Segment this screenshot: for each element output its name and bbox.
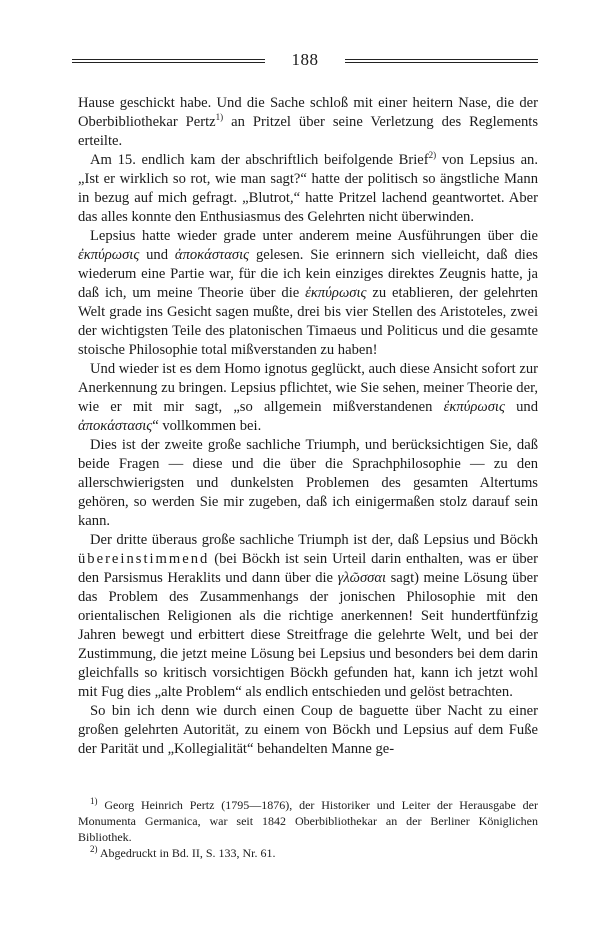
paragraph-text: “ vollkommen bei. xyxy=(152,418,262,434)
page-number: 188 xyxy=(291,50,319,69)
greek-term: ἀποκάστασις xyxy=(174,247,250,263)
paragraph-text: und xyxy=(504,399,538,415)
paragraph-text: Lepsius hatte wieder grade unter anderem meine Ausführungen über die xyxy=(90,228,538,244)
footnote-2 xyxy=(78,845,538,861)
greek-term: γλῶσσαι xyxy=(337,570,387,586)
footnotes xyxy=(78,797,538,861)
paragraph-3 xyxy=(78,227,538,360)
greek-term: ἐκπύρωσις xyxy=(305,285,367,301)
paragraph-text: sagt) meine Lösung über das Problem des Zusammenhangs der jonischen Philosophie mit den orientalischen Religionen als die richtige anerkennen! Seit hundertfünfzig Jahren bewegt und erbittert diese Streitfrage die gelehrte Welt, und bei der Zustimmung, die jetzt meine Lösung bei Lepsius und besonders bei dem darin gleichfalls so kritisch vorsichtigen Böckh gefunden hat, kann ich jetzt wohl mit Fug dies „alte Problem“ als endlich entschieden und gelöst betrachten. xyxy=(78,570,538,700)
spaced-emphasis: übereinstimmend xyxy=(78,551,210,567)
paragraph-7: So bin ich denn wie durch einen Coup de baguette über Nacht zu einer großen gelehrten Autorität, zu einem von Böckh und Lepsius auf dem Fuße der Parität und „Kollegialität“ behandelten Manne ge- xyxy=(78,703,538,757)
greek-term: ἐκπύρωσις xyxy=(78,247,140,263)
paragraph-text: an Pritzel über seine Verletzung des Reglements erteilte. xyxy=(78,114,538,149)
paragraph-text: gelesen. Sie erinnern sich vielleicht, daß dies wiederum eine Partie war, für die ich kein einziges direktes Zeugnis hatte, ja daß ich, um meine Theorie über die xyxy=(78,247,538,301)
paragraph-text: zu etablieren, der gelehrten Welt grade ins Gesicht sagen mußte, drei bis vier Stellen des Aristoteles, zwei der wichtigsten Teile des platonischen Timaeus und Politicus und die gesamte stoische Philosophie total mißverstanden zu haben! xyxy=(78,285,538,358)
paragraph-4 xyxy=(78,360,538,436)
paragraph-text: Und wieder ist es dem Homo ignotus geglückt, auch diese Ansicht sofort zur Anerkennung zu bringen. Lepsius pflichtet, wie Sie sehen, meiner Theorie der, wie er mit mir sagt, „so allgemein mißverstandenen xyxy=(78,361,538,415)
paragraph-5: Dies ist der zweite große sachliche Triumph, und berücksichtigen Sie, daß beide Fragen — diese und die über die Sprachphilosophie — zu den allerschwierigsten und dunkelsten Problemen des gesamten Altertums gehören, so werden Sie mir zugeben, daß ich einigermaßen stolz darauf sein kann. xyxy=(78,437,538,529)
footnote-text: Abgedruckt in Bd. II, S. 133, Nr. 61. xyxy=(97,846,276,860)
footnote-ref-1: 1) xyxy=(215,112,224,123)
paragraph-text: Am 15. endlich kam der abschriftlich beifolgende Brief xyxy=(90,152,429,168)
paragraph-text: (bei Böckh ist sein Urteil darin enthalten, was er über den Parsismus Heraklits und dann über die xyxy=(78,551,538,586)
footnote-ref-2: 2) xyxy=(428,150,437,161)
page-header xyxy=(72,50,538,72)
greek-term: ἐκπύρωσις xyxy=(443,399,505,415)
paragraph-1 xyxy=(78,94,538,151)
paragraph-text: Hause geschickt habe. Und die Sache schloß mit einer heitern Nase, die der Oberbibliothekar Pertz xyxy=(78,95,538,130)
footnote-mark-1: 1) xyxy=(90,796,98,806)
paragraph-text: Der dritte überaus große sachliche Triumph ist der, daß Lepsius und Böckh xyxy=(90,532,538,548)
paragraph-text: und xyxy=(139,247,175,263)
paragraph-6 xyxy=(78,531,538,702)
footnote-mark-2: 2) xyxy=(90,844,98,854)
footnote-text: Georg Heinrich Pertz (1795—1876), der Historiker und Leiter der Herausgabe der Monumenta Germanica, war seit 1842 Oberbibliothekar an der Berliner Königlichen Bibliothek. xyxy=(78,798,538,844)
footnote-1 xyxy=(78,797,538,845)
greek-term: ἀποκάστασις xyxy=(78,418,153,434)
main-text xyxy=(78,94,538,759)
paragraph-2 xyxy=(78,151,538,227)
paragraph-text: von Lepsius an. „Ist er wirklich so rot, wie man sagt?“ hatte der politisch so ängstliche Mann in bezug auf mich gefragt. „Blutrot,“ hatte Pritzel lachend geantwortet. Aber das alles konnte den Enthusiasmus des Gelehrten nicht überwinden. xyxy=(78,152,538,225)
header-rule-right xyxy=(345,59,538,63)
